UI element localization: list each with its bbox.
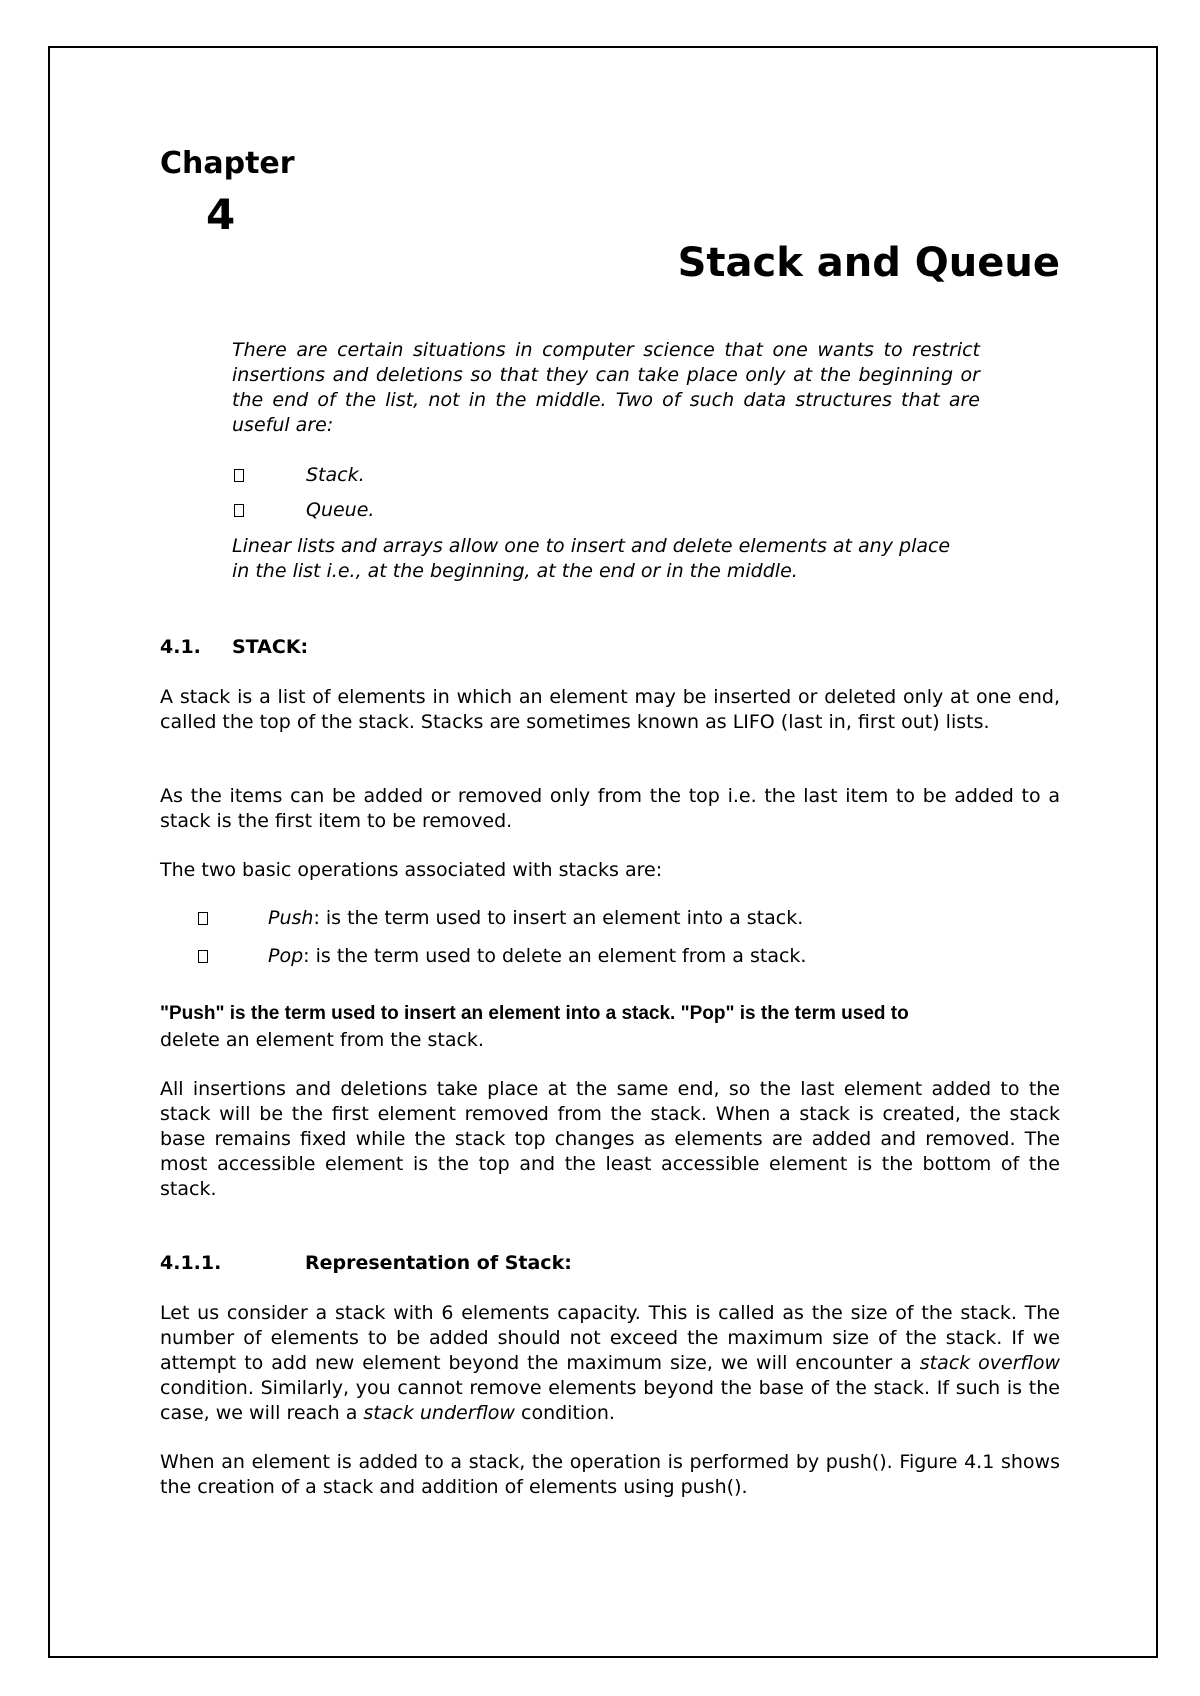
section-number: 4.1. (160, 636, 201, 658)
operation-term: Pop (268, 945, 304, 967)
stack-definition-paragraph: A stack is a list of elements in which an element may be inserted or deleted only at one end, called the top of the stack. Stacks are sometimes known as LIFO (last in, first out) lists. (160, 686, 1060, 733)
push-pop-summary-bold: "Push" is the term used to insert an element into a stack. "Pop" is the term used to (160, 1003, 909, 1024)
subsection-number: 4.1.1. (160, 1252, 222, 1274)
chapter-label: Chapter (160, 146, 295, 181)
intro-item-label: Queue. (306, 499, 375, 521)
stack-lifo-paragraph: As the items can be added or removed only from the top i.e. the last item to be added to a stack is the first item to be removed. (160, 785, 1060, 832)
stack-behaviour-paragraph: All insertions and deletions take place at the same end, so the last element added to the stack will be the first element removed from the stack. When a stack is created, the stack base remains fixed while the stack top changes as elements are added and removed. The most accessible element is the top and the least accessible element is the bottom of the stack. (160, 1078, 1060, 1200)
push-figure-paragraph: When an element is added to a stack, the operation is performed by push(). Figure 4.1 shows the creation of a stack and addition of elements using push(). (160, 1451, 1060, 1498)
intro-paragraph: There are certain situations in computer science that one wants to restrict insertions and deletions so that they can take place only at the beginning or the end of the list, not in the middle. Two of such data structures that are useful are: (232, 339, 980, 436)
operation-term: Push (268, 907, 314, 929)
subsection-title: Representation of Stack: (305, 1252, 572, 1274)
chapter-number: 4 (206, 190, 236, 239)
operations-intro: The two basic operations associated with stacks are: (160, 859, 663, 881)
bullet-icon (198, 912, 208, 925)
section-title: STACK: (232, 636, 309, 658)
intro-item-label: Stack. (306, 464, 365, 486)
bullet-icon (234, 504, 244, 517)
operation-description: : is the term used to delete an element from a stack. (303, 945, 807, 967)
operation-description: : is the term used to insert an element into a stack. (313, 907, 804, 929)
chapter-title: Stack and Queue (677, 240, 1060, 286)
intro-closing: Linear lists and arrays allow one to insert and delete elements at any place in the list i.e., at the beginning, at the end or in the middle. (232, 535, 951, 582)
stack-capacity-paragraph: Let us consider a stack with 6 elements capacity. This is called as the size of the stack. The number of elements to be added should not exceed the maximum size of the stack. If we attempt to add new element beyond the maximum size, we will encounter a stack overflow condition. Similarly, you cannot remove elements beyond the base of the stack. If such is the case, we will reach a stack underflow condition. (160, 1302, 1060, 1424)
bullet-icon (198, 950, 208, 963)
push-pop-summary-rest: delete an element from the stack. (160, 1029, 484, 1051)
bullet-icon (234, 469, 244, 482)
